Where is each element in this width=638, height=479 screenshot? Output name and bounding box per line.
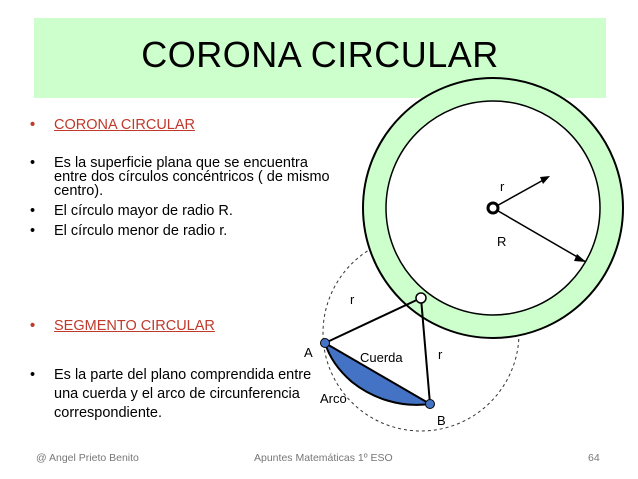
bullet-dot: •	[30, 155, 36, 171]
bullet-line: correspondiente.	[54, 405, 163, 421]
segment-label-r-side: r	[438, 347, 443, 362]
bullet-dot: •	[30, 117, 36, 133]
segment-label-r-top: r	[350, 292, 355, 307]
slide-title: CORONA CIRCULAR	[141, 34, 499, 75]
bullet-dot: •	[30, 203, 36, 219]
footer-page-number: 64	[588, 452, 600, 464]
bullet-dot: •	[30, 318, 36, 334]
point-a-marker	[321, 339, 330, 348]
ring-label-r: r	[500, 179, 505, 194]
bullet-line: centro).	[54, 183, 104, 199]
chord-label: Cuerda	[360, 350, 403, 365]
bullet-line: entre dos círculos concéntricos ( de mismo	[54, 169, 330, 185]
ring-label-R: R	[497, 234, 507, 249]
ring-center	[488, 203, 498, 213]
bullet-dot: •	[30, 367, 36, 383]
point-b-marker	[426, 400, 435, 409]
segment-center	[416, 293, 426, 303]
segment-radius-a	[325, 298, 421, 343]
bullet-text: El círculo menor de radio r.	[54, 223, 228, 239]
arc-label: Arco	[320, 391, 347, 406]
bullet-line: Es la superficie plana que se encuentra	[54, 155, 308, 171]
bullet-line: una cuerda y el arco de circunferencia	[54, 386, 300, 402]
bullet-text: El círculo mayor de radio R.	[54, 203, 233, 219]
point-a-label: A	[304, 345, 313, 360]
point-b-label: B	[437, 413, 446, 428]
bullet-dot: •	[30, 223, 36, 239]
bullet-line: Es la parte del plano comprendida entre	[54, 367, 312, 383]
footer-author: @ Angel Prieto Benito	[36, 452, 139, 464]
bullet-text: CORONA CIRCULAR	[54, 117, 195, 133]
bullet-text: SEGMENTO CIRCULAR	[54, 318, 215, 334]
footer-course: Apuntes Matemáticas 1º ESO	[254, 452, 393, 464]
